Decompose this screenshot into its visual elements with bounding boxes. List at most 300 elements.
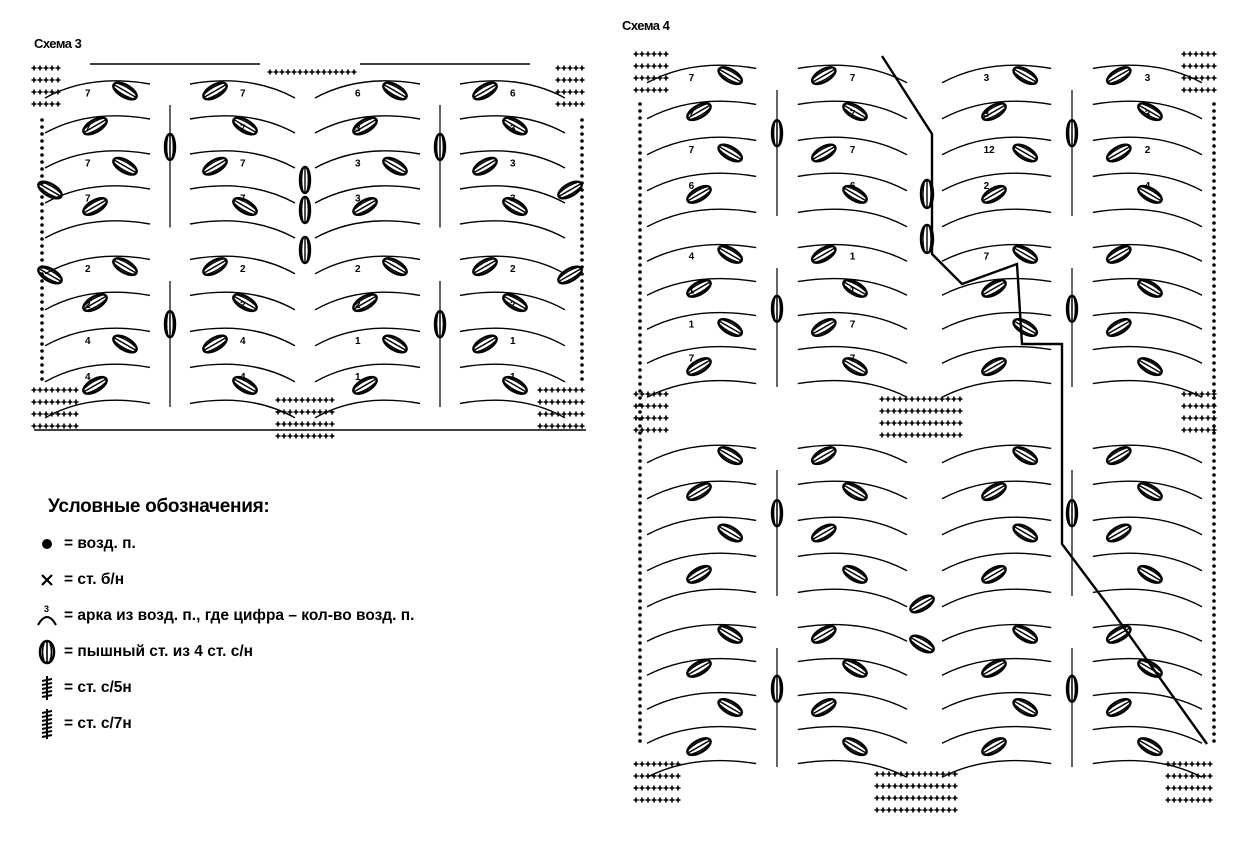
chain-dot-mark bbox=[1212, 704, 1216, 708]
arch-count-label: 3 bbox=[983, 73, 990, 84]
chain-dot-mark bbox=[1212, 249, 1216, 253]
single-crochet-mark bbox=[952, 397, 957, 402]
chain-dot-mark bbox=[1212, 263, 1216, 267]
chain-dot-mark bbox=[1212, 235, 1216, 239]
scheme-4-title: Схема 4 bbox=[622, 18, 670, 33]
chain-dot-mark bbox=[580, 335, 584, 339]
single-crochet-mark bbox=[550, 388, 555, 393]
legend-item-label: = пышный ст. из 4 ст. с/н bbox=[64, 643, 253, 660]
chain-dot-mark bbox=[1212, 641, 1216, 645]
single-crochet-mark bbox=[1202, 774, 1207, 779]
single-crochet-mark bbox=[929, 796, 934, 801]
single-crochet-mark bbox=[292, 70, 297, 75]
chain-arch-mark bbox=[942, 445, 1051, 463]
scheme-3-diagram bbox=[30, 60, 590, 440]
single-crochet-mark bbox=[676, 786, 681, 791]
single-crochet-mark bbox=[306, 410, 311, 415]
single-crochet-mark bbox=[38, 90, 43, 95]
arch-count-label: 3 bbox=[510, 193, 516, 205]
chain-dot-mark bbox=[1212, 228, 1216, 232]
single-crochet-mark bbox=[1208, 774, 1213, 779]
single-crochet-mark bbox=[1188, 404, 1193, 409]
chain-dot-mark bbox=[638, 452, 642, 456]
chain-dot-mark bbox=[638, 256, 642, 260]
chain-dot-mark bbox=[1212, 326, 1216, 330]
single-crochet-mark bbox=[550, 400, 555, 405]
single-crochet-mark bbox=[1206, 76, 1211, 81]
single-crochet-mark bbox=[946, 421, 951, 426]
chain-dot-mark bbox=[1212, 459, 1216, 463]
legend-item-puff bbox=[30, 634, 490, 670]
chain-dot-mark bbox=[638, 480, 642, 484]
arch-count-label: 7 bbox=[688, 73, 695, 84]
single-crochet-mark bbox=[276, 398, 281, 403]
chain-dot-mark bbox=[638, 564, 642, 568]
single-crochet-mark bbox=[32, 66, 37, 71]
single-crochet-mark bbox=[68, 412, 73, 417]
single-crochet-mark bbox=[50, 102, 55, 107]
chain-arch-mark bbox=[190, 400, 295, 418]
single-crochet-mark bbox=[1206, 64, 1211, 69]
single-crochet-mark bbox=[312, 422, 317, 427]
single-crochet-mark bbox=[952, 433, 957, 438]
single-crochet-mark bbox=[38, 78, 43, 83]
single-crochet-mark bbox=[958, 397, 963, 402]
single-crochet-mark bbox=[328, 70, 333, 75]
chain-arch-mark bbox=[798, 381, 907, 398]
single-crochet-mark bbox=[562, 388, 567, 393]
single-crochet-mark bbox=[1206, 88, 1211, 93]
arch-count-label: 3 bbox=[510, 158, 516, 170]
single-crochet-mark bbox=[312, 410, 317, 415]
single-crochet-mark bbox=[664, 392, 669, 397]
single-crochet-mark bbox=[56, 388, 61, 393]
single-crochet-mark bbox=[652, 762, 657, 767]
chain-dot-mark bbox=[1212, 515, 1216, 519]
chain-dot-mark bbox=[638, 543, 642, 547]
arch-count-label: 7 bbox=[849, 145, 856, 156]
chain-dot-mark bbox=[1212, 123, 1216, 127]
chain-dot-mark bbox=[580, 286, 584, 290]
single-crochet-mark bbox=[646, 76, 651, 81]
single-crochet-mark bbox=[1166, 774, 1171, 779]
chain-dot-mark bbox=[40, 328, 44, 332]
single-crochet-mark bbox=[634, 416, 639, 421]
chain-dot-mark bbox=[638, 396, 642, 400]
arch-count-label: 4 bbox=[1144, 181, 1151, 192]
single-crochet-mark bbox=[1182, 88, 1187, 93]
puff-stitch-mark bbox=[810, 444, 839, 467]
single-crochet-mark bbox=[56, 400, 61, 405]
chain-dot-mark bbox=[638, 606, 642, 610]
puff-stitch-mark bbox=[36, 178, 65, 201]
single-crochet-mark bbox=[316, 70, 321, 75]
single-crochet-mark bbox=[893, 796, 898, 801]
single-crochet-mark bbox=[916, 421, 921, 426]
single-crochet-mark bbox=[32, 102, 37, 107]
single-crochet-mark bbox=[1200, 64, 1205, 69]
puff-stitch-mark bbox=[471, 79, 500, 102]
single-crochet-mark bbox=[56, 78, 61, 83]
single-crochet-mark bbox=[1212, 76, 1217, 81]
single-crochet-mark bbox=[44, 388, 49, 393]
chain-dot-mark bbox=[580, 258, 584, 262]
single-crochet-mark bbox=[538, 412, 543, 417]
single-crochet-mark bbox=[580, 424, 585, 429]
single-crochet-mark bbox=[580, 102, 585, 107]
puff-stitch-mark bbox=[921, 180, 933, 208]
chain-dot-mark bbox=[1212, 557, 1216, 561]
chain-dot-mark bbox=[1212, 697, 1216, 701]
single-crochet-mark bbox=[887, 784, 892, 789]
chain-dot-mark bbox=[580, 125, 584, 129]
single-crochet-mark bbox=[898, 421, 903, 426]
chain-dot-mark bbox=[638, 270, 642, 274]
single-crochet-mark bbox=[670, 798, 675, 803]
single-crochet-mark bbox=[935, 772, 940, 777]
single-crochet-mark bbox=[892, 421, 897, 426]
puff-stitch-mark bbox=[716, 64, 745, 87]
chain-dot-mark bbox=[1212, 466, 1216, 470]
puff-stitch-mark bbox=[1136, 355, 1165, 378]
single-crochet-mark bbox=[562, 400, 567, 405]
single-crochet-mark bbox=[1212, 88, 1217, 93]
chain-dot-mark bbox=[1212, 480, 1216, 484]
single-crochet-mark bbox=[298, 70, 303, 75]
chain-dot-mark bbox=[1212, 312, 1216, 316]
single-crochet-mark bbox=[318, 434, 323, 439]
single-crochet-mark bbox=[1188, 88, 1193, 93]
single-crochet-mark bbox=[1178, 774, 1183, 779]
single-crochet-mark bbox=[306, 434, 311, 439]
single-crochet-mark bbox=[953, 808, 958, 813]
arch-count-label: 2 bbox=[355, 300, 361, 311]
chain-dot-mark bbox=[40, 321, 44, 325]
chain-dot-mark bbox=[638, 137, 642, 141]
single-crochet-mark bbox=[1202, 798, 1207, 803]
single-crochet-mark bbox=[658, 64, 663, 69]
chain-arch-mark bbox=[1093, 209, 1202, 227]
single-crochet-mark bbox=[1190, 786, 1195, 791]
single-crochet-mark bbox=[562, 66, 567, 71]
chain-dot-mark bbox=[638, 501, 642, 505]
chain-arch-mark bbox=[942, 65, 1051, 83]
chain-dot-mark bbox=[1212, 382, 1216, 386]
single-crochet-mark bbox=[911, 784, 916, 789]
chain-dot-mark bbox=[638, 165, 642, 169]
single-crochet-mark bbox=[904, 421, 909, 426]
chain-dot-mark bbox=[638, 319, 642, 323]
legend-item-chain-arch bbox=[30, 598, 490, 634]
chain-dot-mark bbox=[638, 403, 642, 407]
single-crochet-mark bbox=[640, 786, 645, 791]
single-crochet-mark bbox=[941, 784, 946, 789]
single-crochet-mark bbox=[664, 798, 669, 803]
single-crochet-mark bbox=[1184, 762, 1189, 767]
chain-dot-mark bbox=[1212, 109, 1216, 113]
puff-stitch-mark bbox=[1011, 141, 1040, 164]
chain-dot-mark bbox=[580, 328, 584, 332]
single-crochet-mark bbox=[304, 70, 309, 75]
chain-dot-mark bbox=[40, 258, 44, 262]
chain-dot-mark bbox=[638, 438, 642, 442]
chain-dot-mark bbox=[40, 216, 44, 220]
single-crochet-mark bbox=[38, 66, 43, 71]
single-crochet-mark bbox=[306, 422, 311, 427]
arch-count-label: 2 bbox=[240, 264, 246, 275]
chain-dot-mark bbox=[638, 228, 642, 232]
single-crochet-mark bbox=[664, 404, 669, 409]
single-crochet-mark bbox=[50, 400, 55, 405]
single-crochet-mark bbox=[1184, 798, 1189, 803]
single-crochet-mark bbox=[1200, 416, 1205, 421]
chain-dot-mark bbox=[1212, 599, 1216, 603]
chain-dot-mark bbox=[638, 662, 642, 666]
chain-dot-mark bbox=[580, 244, 584, 248]
single-crochet-mark bbox=[880, 421, 885, 426]
single-crochet-mark bbox=[875, 808, 880, 813]
single-crochet-mark bbox=[44, 78, 49, 83]
single-crochet-mark bbox=[74, 424, 79, 429]
arch-count-label: 7 bbox=[983, 251, 990, 263]
single-crochet-mark bbox=[556, 424, 561, 429]
chain-dot-mark bbox=[638, 277, 642, 281]
single-crochet-mark bbox=[556, 388, 561, 393]
single-crochet-mark bbox=[1194, 428, 1199, 433]
single-crochet-mark bbox=[1188, 64, 1193, 69]
single-crochet-mark bbox=[1188, 416, 1193, 421]
single-crochet-mark bbox=[640, 774, 645, 779]
chain-dot-mark bbox=[1212, 739, 1216, 743]
single-crochet-mark bbox=[1188, 428, 1193, 433]
single-crochet-mark bbox=[544, 388, 549, 393]
puff-stitch-mark bbox=[1011, 696, 1040, 719]
single-crochet-mark bbox=[50, 388, 55, 393]
single-crochet-mark bbox=[568, 90, 573, 95]
chain-dot-mark bbox=[1212, 508, 1216, 512]
chain-dot-mark bbox=[40, 139, 44, 143]
chain-dot-mark bbox=[638, 333, 642, 337]
treble-5-icon bbox=[30, 673, 64, 703]
single-crochet-mark bbox=[574, 388, 579, 393]
chain-dot-mark bbox=[580, 202, 584, 206]
chain-dot-mark bbox=[580, 300, 584, 304]
chain-dot-mark bbox=[40, 244, 44, 248]
puff-stitch-mark bbox=[716, 521, 745, 544]
chain-dot-mark bbox=[638, 200, 642, 204]
single-crochet-mark bbox=[32, 400, 37, 405]
puff-stitch-mark bbox=[1105, 444, 1134, 467]
single-crochet-mark bbox=[922, 433, 927, 438]
chain-dot-mark bbox=[638, 298, 642, 302]
single-crochet-mark bbox=[1196, 762, 1201, 767]
single-crochet-mark bbox=[556, 400, 561, 405]
chain-dot-mark bbox=[1212, 221, 1216, 225]
single-crochet-mark bbox=[646, 428, 651, 433]
chain-arch-mark bbox=[315, 400, 420, 418]
chain-dot-mark bbox=[1212, 620, 1216, 624]
puff-stitch-icon bbox=[30, 637, 64, 667]
chain-dot-mark bbox=[1212, 732, 1216, 736]
single-crochet-mark bbox=[580, 66, 585, 71]
single-crochet-mark bbox=[562, 424, 567, 429]
single-crochet-mark bbox=[44, 66, 49, 71]
chain-dot-mark bbox=[1212, 305, 1216, 309]
chain-arch-mark bbox=[460, 221, 565, 238]
chain-dot-mark bbox=[638, 683, 642, 687]
arch-number: 3 bbox=[44, 604, 50, 614]
single-crochet-mark bbox=[664, 88, 669, 93]
single-crochet-mark bbox=[917, 808, 922, 813]
arch-count-label: 6 bbox=[510, 88, 516, 100]
chain-dot-mark bbox=[580, 146, 584, 150]
chain-dot-mark bbox=[638, 382, 642, 386]
single-crochet-mark bbox=[923, 784, 928, 789]
single-crochet-mark bbox=[1208, 798, 1213, 803]
chain-dot-mark bbox=[1212, 592, 1216, 596]
single-crochet-mark bbox=[1212, 52, 1217, 57]
single-crochet-mark bbox=[276, 434, 281, 439]
single-crochet-mark bbox=[640, 76, 645, 81]
single-crochet-mark bbox=[1200, 52, 1205, 57]
chain-dot-mark bbox=[1212, 627, 1216, 631]
single-crochet-mark bbox=[646, 798, 651, 803]
single-crochet-mark bbox=[664, 76, 669, 81]
chain-dot-mark bbox=[580, 377, 584, 381]
single-crochet-mark bbox=[44, 102, 49, 107]
arch-count-label: 4 bbox=[240, 336, 246, 347]
chain-dot-mark bbox=[638, 494, 642, 498]
chain-dot-mark bbox=[638, 235, 642, 239]
single-crochet-mark bbox=[268, 70, 273, 75]
single-crochet-mark bbox=[652, 404, 657, 409]
puff-stitch-mark bbox=[1105, 316, 1134, 339]
chain-dot-mark bbox=[1212, 396, 1216, 400]
single-crochet-mark bbox=[280, 70, 285, 75]
single-crochet-mark bbox=[929, 784, 934, 789]
single-crochet-mark bbox=[916, 409, 921, 414]
chain-dot-mark bbox=[638, 522, 642, 526]
chain-dot-mark bbox=[1212, 214, 1216, 218]
puff-stitch-mark bbox=[1011, 316, 1040, 339]
single-crochet-mark bbox=[574, 102, 579, 107]
chain-dot-mark bbox=[1212, 487, 1216, 491]
single-crochet-mark bbox=[44, 424, 49, 429]
puff-stitch-mark bbox=[556, 178, 585, 201]
arch-count-label: 3 bbox=[355, 193, 361, 205]
single-crochet-mark bbox=[1190, 774, 1195, 779]
single-crochet-mark bbox=[880, 409, 885, 414]
chain-dot-mark bbox=[638, 725, 642, 729]
chain-dot-mark bbox=[40, 314, 44, 318]
chain-dot-mark bbox=[638, 655, 642, 659]
single-crochet-mark bbox=[886, 433, 891, 438]
chain-dot-mark bbox=[638, 557, 642, 561]
single-crochet-mark bbox=[322, 70, 327, 75]
single-crochet-mark bbox=[940, 397, 945, 402]
single-crochet-mark bbox=[958, 433, 963, 438]
single-crochet-mark bbox=[953, 784, 958, 789]
single-crochet-mark bbox=[658, 798, 663, 803]
single-crochet-mark bbox=[898, 397, 903, 402]
puff-stitch-mark bbox=[111, 79, 140, 102]
single-crochet-mark bbox=[1188, 52, 1193, 57]
single-crochet-mark bbox=[946, 409, 951, 414]
puff-stitch-mark bbox=[1105, 141, 1134, 164]
puff-stitch-mark bbox=[111, 332, 140, 355]
single-crochet-mark bbox=[62, 424, 67, 429]
chain-dot-mark bbox=[580, 209, 584, 213]
puff-stitch-mark bbox=[111, 255, 140, 278]
chain-dot-mark bbox=[1212, 207, 1216, 211]
chain-dot-mark bbox=[638, 669, 642, 673]
chain-dot-mark bbox=[1212, 536, 1216, 540]
chain-dot-mark bbox=[638, 312, 642, 316]
single-crochet-mark bbox=[935, 784, 940, 789]
single-crochet-mark bbox=[898, 409, 903, 414]
single-crochet-mark bbox=[658, 416, 663, 421]
chain-dot-mark bbox=[580, 342, 584, 346]
single-crochet-mark bbox=[1208, 762, 1213, 767]
puff-stitch-mark bbox=[556, 263, 585, 286]
single-crochet-mark bbox=[658, 88, 663, 93]
chain-arch-mark bbox=[942, 761, 1051, 778]
single-crochet-mark bbox=[1184, 786, 1189, 791]
single-crochet-mark bbox=[32, 412, 37, 417]
single-crochet-mark bbox=[922, 409, 927, 414]
single-crochet-mark bbox=[916, 433, 921, 438]
puff-stitch-mark bbox=[716, 696, 745, 719]
single-crochet-mark bbox=[56, 102, 61, 107]
single-crochet-mark bbox=[318, 398, 323, 403]
single-crochet-mark bbox=[640, 64, 645, 69]
single-crochet-mark bbox=[899, 796, 904, 801]
chain-dot-mark bbox=[638, 585, 642, 589]
single-crochet-mark bbox=[905, 796, 910, 801]
single-crochet-mark bbox=[923, 808, 928, 813]
single-crochet-mark bbox=[574, 412, 579, 417]
chain-dot-mark bbox=[1212, 389, 1216, 393]
single-crochet-mark bbox=[880, 433, 885, 438]
single-crochet-mark bbox=[892, 397, 897, 402]
single-crochet-mark bbox=[1182, 52, 1187, 57]
single-crochet-mark bbox=[538, 400, 543, 405]
single-crochet-mark bbox=[330, 398, 335, 403]
chain-dot-mark bbox=[638, 186, 642, 190]
chain-dot-mark bbox=[638, 718, 642, 722]
chain-dot-mark bbox=[40, 293, 44, 297]
chain-dot-mark bbox=[1212, 144, 1216, 148]
single-crochet-mark bbox=[68, 400, 73, 405]
single-crochet-mark bbox=[574, 66, 579, 71]
single-crochet-mark bbox=[940, 409, 945, 414]
single-crochet-mark bbox=[544, 400, 549, 405]
chain-dot-mark bbox=[1212, 655, 1216, 659]
single-crochet-mark bbox=[646, 416, 651, 421]
puff-stitch-mark bbox=[201, 79, 230, 102]
chain-dot-mark bbox=[638, 424, 642, 428]
chain-dot-mark bbox=[1212, 550, 1216, 554]
chain-dot-mark bbox=[1212, 683, 1216, 687]
chain-dot-mark bbox=[638, 340, 642, 344]
legend-item-treble5 bbox=[30, 670, 490, 706]
chain-dot-mark bbox=[40, 146, 44, 150]
single-crochet-mark bbox=[887, 772, 892, 777]
single-crochet-mark bbox=[1206, 52, 1211, 57]
puff-stitch-mark bbox=[841, 735, 870, 758]
chain-dot-mark bbox=[580, 160, 584, 164]
arch-count-label: 3 bbox=[983, 109, 990, 120]
